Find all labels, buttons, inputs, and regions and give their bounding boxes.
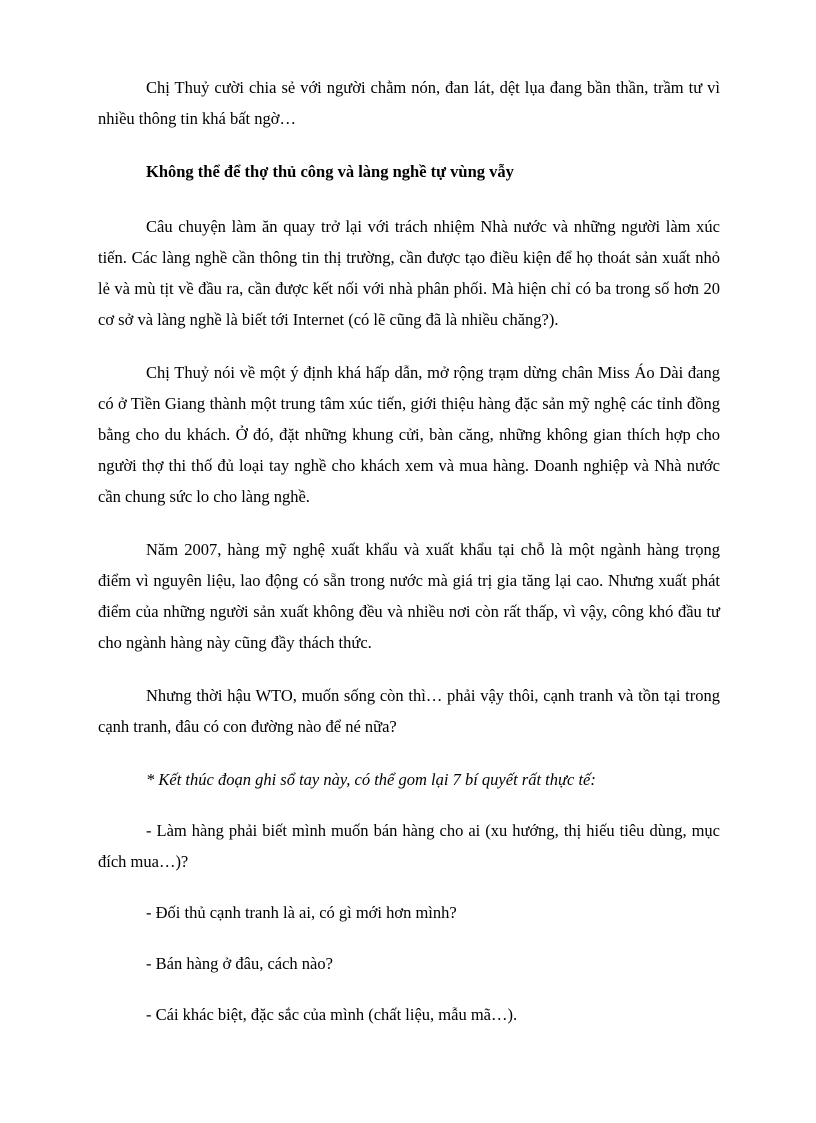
paragraph-promotion-center: Chị Thuỷ nói về một ý định khá hấp dẫn, mở rộng trạm dừng chân Miss Áo Dài đang có ở Tiền Giang thành một trung tâm xúc tiến, giới thiệu hàng đặc sản mỹ nghệ các tỉnh đồng bằng cho du khách. Ở đó, đặt những khung cửi, bàn căng, những không gian thích hợp cho người thợ thi thố đủ loại tay nghề cho khách xem và mua hàng. Doanh nghiệp và Nhà nước cần chung sức lo cho làng nghề. (98, 363, 720, 506)
section-heading: Không thể để thợ thủ công và làng nghề tự vùng vẫy (146, 162, 514, 181)
paragraph-business-story: Câu chuyện làm ăn quay trở lại với trách nhiệm Nhà nước và những người làm xúc tiến. Các làng nghề cần thông tin thị trường, cần được tạo điều kiện để họ thoát sản xuất nhỏ lẻ và mù tịt về đầu ra, cần được kết nối với nhà phân phối. Mà hiện chỉ có ba trong số hơn 20 cơ sở và làng nghề là biết tới Internet (có lẽ cũng đã là nhiều chăng?). (98, 217, 720, 329)
paragraph-wto: Nhưng thời hậu WTO, muốn sống còn thì… phải vậy thôi, cạnh tranh và tồn tại trong cạnh tranh, đâu có con đường nào để né nữa? (98, 686, 720, 736)
list-item: - Bán hàng ở đâu, cách nào? (146, 954, 333, 973)
list-item: - Cái khác biệt, đặc sắc của mình (chất liệu, mẫu mã…). (146, 1005, 518, 1024)
document-body (98, 72, 720, 1050)
paragraph-intro: Chị Thuỷ cười chia sẻ với người chằm nón, đan lát, dệt lụa đang bần thần, trầm tư vì nhiều thông tin khá bất ngờ… (98, 78, 720, 128)
tips-intro: * Kết thúc đoạn ghi sổ tay này, có thể gom lại 7 bí quyết rất thực tế: (146, 770, 596, 789)
list-item: - Làm hàng phải biết mình muốn bán hàng cho ai (xu hướng, thị hiếu tiêu dùng, mục đích mua…)? (98, 821, 720, 871)
list-item: - Đối thủ cạnh tranh là ai, có gì mới hơn mình? (146, 903, 457, 922)
paragraph-export-2007: Năm 2007, hàng mỹ nghệ xuất khẩu và xuất khẩu tại chỗ là một ngành hàng trọng điểm vì nguyên liệu, lao động có sẵn trong nước mà giá trị gia tăng lại cao. Nhưng xuất phát điểm của những người sản xuất không đều và nhiều nơi còn rất thấp, vì vậy, công khó đầu tư cho ngành hàng này cũng đầy thách thức. (98, 540, 720, 652)
